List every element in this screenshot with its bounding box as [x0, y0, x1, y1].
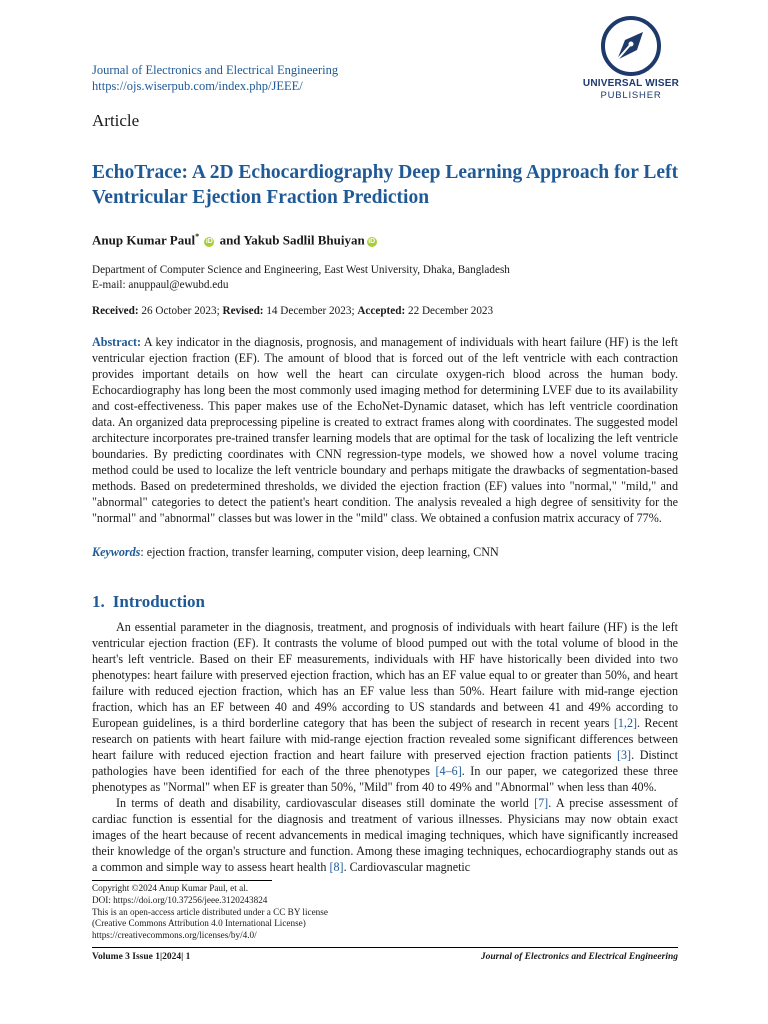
revised-label: Revised: [222, 305, 264, 317]
citation-link[interactable]: [1,2] [613, 716, 638, 730]
paragraph-text: . In our paper, we categorized these three phenotypes as "Normal" when EF is greater than 50%, "Mild" from 40 to 49% and "Abnormal" when less than 40%. [92, 764, 678, 794]
keywords-text: ejection fraction, transfer learning, computer vision, deep learning, CNN [146, 545, 499, 559]
paragraph-text: . Distinct pathologies have been identified for each of the three phenotypes [92, 748, 678, 778]
affiliation [92, 263, 510, 293]
affiliation-department: Department of Computer Science and Engineering, East West University, Dhaka, Bangladesh [92, 264, 510, 276]
copyright-footnote [92, 883, 328, 942]
orcid-icon[interactable]: iD [368, 238, 376, 246]
received-label: Received: [92, 305, 139, 317]
citation-link[interactable]: [3] [616, 748, 632, 762]
license-line: (Creative Commons Attribution 4.0 International License) [92, 918, 306, 929]
paragraph [92, 619, 678, 795]
citation-link[interactable]: [7] [534, 796, 549, 810]
publisher-subtitle: PUBLISHER [600, 90, 662, 101]
section-title: Introduction [112, 592, 206, 611]
journal-name: Journal of Electronics and Electrical Engineering [92, 63, 339, 77]
citation-link[interactable]: [8] [329, 860, 344, 874]
paragraph [92, 795, 678, 875]
paragraph-text: . Recent research on patients with heart failure with mid-range ejection fraction revealed some significant differences between heart failure with reduced ejection fraction and heart failure with preserved ejection fraction patients [92, 716, 678, 762]
author-name: Yakub Sadlil Bhuiyan [243, 232, 365, 248]
introduction-body [92, 619, 678, 875]
keywords-label: Keywords [92, 545, 141, 559]
footer-volume: Volume 3 Issue 1|2024| 1 [92, 952, 191, 962]
paragraph-text: An essential parameter in the diagnosis, treatment, and prognosis of individuals with heart failure (HF) is the left ventricular ejection fraction (EF). It contrasts the volume of blood pumped out with the total volume of blood in the heart's left ventricle. Based on their EF measurements, individuals with HF have historically been divided into two phenotypes: heart failure with preserved ejection fraction, which has an EF value equal to or greater than 50%, and heart failure with reduced ejection fraction, which has an EF value less than 50%. Heart failure with mid-range ejection fraction, which has an EF between 40 and 49% according to US standards and between 41 and 49% according to European guidelines, is a third borderline category that has been the subject of research in recent years [92, 620, 678, 730]
section-heading [92, 592, 213, 612]
copyright-line: Copyright ©2024 Anup Kumar Paul, et al. [92, 883, 249, 893]
corresponding-mark: * [195, 232, 200, 241]
publisher-logo [578, 16, 684, 102]
footnote-divider [92, 880, 272, 881]
paper-title: EchoTrace: A 2D Echocardiography Deep Learning Approach for Left Ventricular Ejection Fraction Prediction [92, 162, 679, 208]
abstract-label: Abstract: [92, 335, 142, 349]
publisher-name: UNIVERSAL WISER [582, 78, 680, 89]
citation-link[interactable]: [4–6] [435, 764, 462, 778]
journal-header [92, 62, 338, 94]
section-number: 1. [92, 592, 105, 611]
footer-journal: Journal of Electronics and Electrical Engineering [480, 952, 678, 962]
author-conjunction: and [219, 232, 241, 248]
journal-url-link[interactable]: https://ojs.wiserpub.com/index.php/JEEE/ [92, 79, 303, 93]
received-date: 26 October 2023 [141, 305, 217, 317]
abstract [92, 334, 678, 526]
license-url-link[interactable]: https://creativecommons.org/licenses/by/4.0/ [92, 930, 257, 941]
fountain-pen-nib-icon [600, 16, 662, 76]
paragraph-text: . Cardiovascular magnetic [343, 860, 471, 874]
keywords: Keywords: ejection fraction, transfer learning, computer vision, deep learning, CNN [92, 545, 499, 559]
abstract-text: A key indicator in the diagnosis, prognosis, and management of individuals with heart failure (HF) is the left ventricular ejection fraction (EF). The amount of blood that is forced out of the left ventricle with each contraction provides important details on how well the heart can circulate oxygen-rich blood across the human body. Echocardiography has long been the most commonly used imaging method for determining LVEF due to its availability and cost-effectiveness. This paper makes use of the EchoNet-Dynamic dataset, which has left ventricle coordination data. An organized data preprocessing pipeline is created to extract frames along with coordinates. The suggested model architecture incorporates pre-trained transfer learning models that are optimal for the task of localizing the left ventricle boundaries. By predicting coordinates with CNN regression-type models, we showed how a novel volume tracing method could be used to localize the left ventricle boundary and perhaps mitigate the drawbacks of segmentation-based methods. Based on predetermined thresholds, we divided the ejection fraction (EF) values into "normal," "mild," and "abnormal" categories to detect the patient's heart condition. The analysis revealed a high degree of sensitivity for the "normal" and "abnormal" classes but was lower in the "mild" class. We obtained a confusion matrix accuracy of 77%. [92, 335, 678, 525]
paragraph-text: . A precise assessment of cardiac function is essential for the diagnosis and treatment of various illnesses. Physicians may now obtain exact images of the heart because of recent advancements in medical imaging techniques, which have significantly increased their knowledge of the organ's structure and function. Among these imaging techniques, echocardiography stands out as a common and simple way to assess heart health [92, 796, 679, 874]
affiliation-email: E-mail: anuppaul@ewubd.edu [92, 279, 229, 291]
paragraph-text: In terms of death and disability, cardiovascular diseases still dominate the world [116, 796, 535, 810]
author-name: Anup Kumar Paul [92, 232, 196, 248]
author-list [92, 232, 379, 248]
revised-date: 14 December 2023 [266, 305, 352, 317]
article-type-label: Article [92, 111, 140, 130]
accepted-date: 22 December 2023 [407, 305, 494, 317]
accepted-label: Accepted: [357, 305, 406, 317]
doi-link[interactable]: DOI: https://doi.org/10.37256/jeee.3120243824 [92, 894, 268, 905]
publication-dates: Received: 26 October 2023; Revised: 14 December 2023; Accepted: 22 December 2023 [92, 305, 494, 317]
footer-divider [92, 947, 678, 948]
orcid-icon[interactable]: iD [205, 238, 213, 246]
license-line: This is an open-access article distributed under a CC BY license [92, 906, 328, 917]
